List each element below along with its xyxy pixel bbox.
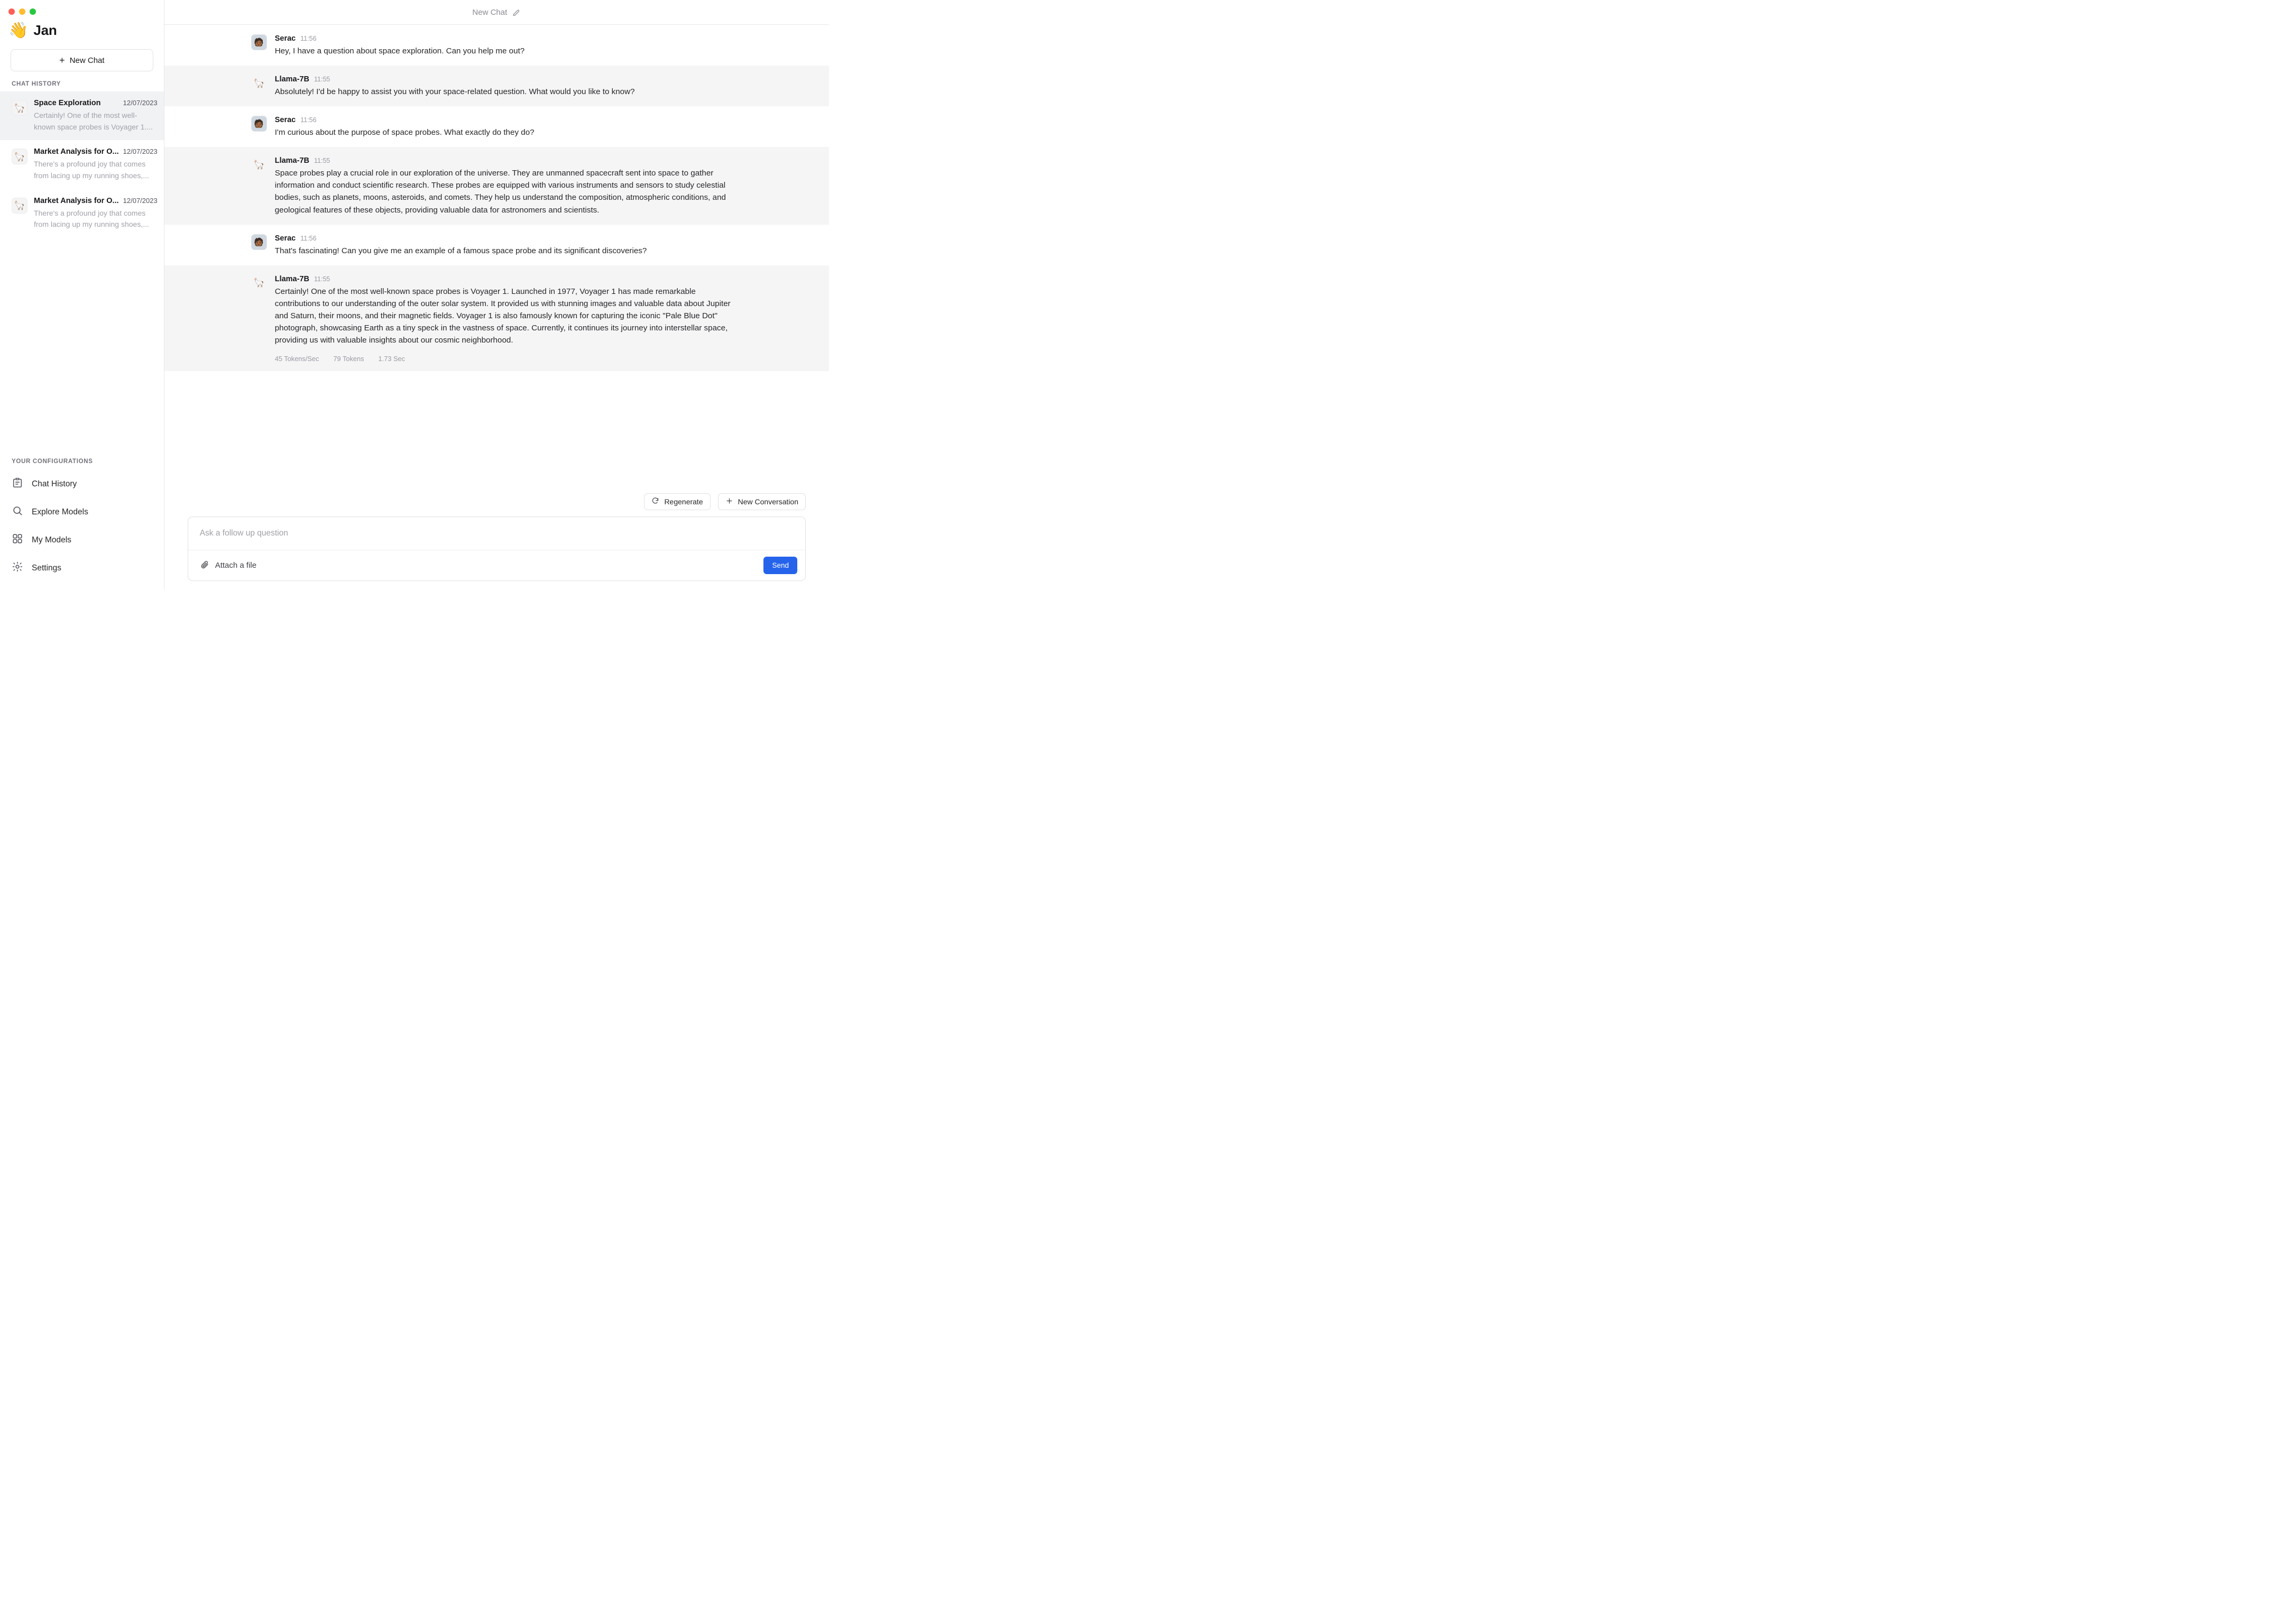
message-time: 11:56 <box>300 35 317 42</box>
pencil-icon[interactable] <box>512 8 521 17</box>
configurations-section <box>0 458 164 589</box>
regenerate-button[interactable] <box>644 493 710 510</box>
grid-icon <box>12 533 23 547</box>
plus-icon: + <box>59 55 65 66</box>
list-item-title: Space Exploration <box>34 99 101 107</box>
message-row <box>164 147 829 224</box>
sidebar-item-label: My Models <box>32 535 71 545</box>
list-item-date: 12/07/2023 <box>123 196 158 205</box>
chat-main <box>164 0 829 589</box>
message-author: Serac <box>274 234 296 243</box>
message-author: Llama-7B <box>274 75 309 84</box>
new-conversation-button[interactable] <box>718 493 806 510</box>
list-item-snippet: There's a profound joy that comes from lacing up my running shoes,... <box>34 208 149 229</box>
list-item-snippet: There's a profound joy that comes from lacing up my running shoes,... <box>34 160 149 180</box>
llama-avatar-icon: 🦙 <box>253 159 265 170</box>
refresh-icon <box>651 497 659 506</box>
new-conversation-label: New Conversation <box>738 497 798 506</box>
composer-area <box>164 493 829 589</box>
sidebar-item-chat-history[interactable] <box>0 470 164 498</box>
tokens-per-sec: 45 Tokens/Sec <box>274 355 319 363</box>
token-count: 79 Tokens <box>333 355 364 363</box>
sidebar-item-explore-models[interactable] <box>0 498 164 526</box>
chat-history-item-space-exploration[interactable] <box>0 91 164 140</box>
app-window <box>0 0 829 589</box>
waving-hand-icon: 👋 <box>8 21 29 39</box>
attach-file-label: Attach a file <box>215 561 257 570</box>
list-item-date: 12/07/2023 <box>123 147 158 156</box>
plus-icon <box>725 497 733 506</box>
close-window-button[interactable] <box>8 8 15 15</box>
sidebar-item-my-models[interactable] <box>0 526 164 554</box>
gear-icon <box>12 561 23 575</box>
message-text: Space probes play a crucial role in our exploration of the universe. They are unmanned spacecraft sent into space to gather information and conduct scientific research. These probes are equipped with various instruments and sensors to study celestial bodies, such as planets, moons, asteroids, and comets. They help us understand the composition, atmospheric conditions, and geological features of these objects, providing valuable data for astronomers and scientists. <box>274 169 726 215</box>
message-text: That's fascinating! Can you give me an example of a famous space probe and its significant discoveries? <box>274 246 647 255</box>
avatar: 🧑🏾 <box>251 116 267 132</box>
maximize-window-button[interactable] <box>30 8 36 15</box>
composer-action-row <box>188 493 806 510</box>
message-time: 11:56 <box>300 116 317 124</box>
new-chat-button-label: New Chat <box>69 56 105 65</box>
window-controls <box>0 0 164 16</box>
sidebar-item-label: Explore Models <box>32 507 88 516</box>
message-author: Serac <box>274 34 296 43</box>
message-text: I'm curious about the purpose of space probes. What exactly do they do? <box>274 128 535 137</box>
sidebar <box>0 0 164 589</box>
list-item-title: Market Analysis for O... <box>34 147 119 156</box>
configurations-heading: YOUR CONFIGURATIONS <box>12 458 93 465</box>
sidebar-item-settings[interactable] <box>0 554 164 582</box>
llama-avatar-icon: 🦙 <box>12 149 27 164</box>
elapsed-time: 1.73 Sec <box>378 355 406 363</box>
message-time: 11:55 <box>314 275 330 283</box>
chat-history-heading: CHAT HISTORY <box>12 81 61 87</box>
message-row <box>164 106 829 147</box>
list-item-date: 12/07/2023 <box>123 99 158 107</box>
list-item-snippet: Certainly! One of the most well-known space probes is Voyager 1.... <box>34 111 153 131</box>
list-item-title: Market Analysis for O... <box>34 196 119 205</box>
page-title: New Chat <box>472 7 508 17</box>
message-input[interactable] <box>188 517 805 550</box>
message-author: Serac <box>274 116 296 125</box>
message-stats <box>275 355 740 363</box>
search-icon <box>12 505 23 519</box>
message-time: 11:55 <box>314 157 330 165</box>
app-brand <box>0 16 164 46</box>
minimize-window-button[interactable] <box>19 8 25 15</box>
attach-file-button[interactable] <box>200 560 256 571</box>
message-text: Hey, I have a question about space exploration. Can you help me out? <box>274 47 525 56</box>
message-text: Certainly! One of the most well-known space probes is Voyager 1. Launched in 1977, Voyager 1 has made remarkable contributions to our understanding of the outer solar system. It provided us with stunning images and valuable data about Jupiter and Saturn, their moons, and their magnetic fields. Voyager 1 is also famously known for capturing the iconic "Pale Blue Dot" photograph, showcasing Earth as a tiny speck in the vastness of space. Currently, it continues its journey into interstellar space, providing us with valuable insights about our cosmic neighborhood. <box>274 287 731 345</box>
sidebar-item-label: Settings <box>32 563 62 573</box>
regenerate-label: Regenerate <box>664 497 703 506</box>
message-row <box>164 225 829 265</box>
avatar: 🧑🏾 <box>251 234 267 250</box>
message-row <box>164 66 829 106</box>
send-button[interactable]: Send <box>763 557 797 574</box>
new-chat-button[interactable] <box>11 49 153 71</box>
message-thread <box>164 25 829 493</box>
llama-avatar-icon: 🦙 <box>12 198 27 214</box>
chat-topbar <box>164 0 829 25</box>
message-time: 11:55 <box>314 76 330 84</box>
avatar: 🧑🏾 <box>251 34 267 50</box>
message-author: Llama-7B <box>274 274 309 283</box>
message-time: 11:56 <box>300 234 317 242</box>
sidebar-item-label: Chat History <box>32 479 77 488</box>
message-row <box>164 265 829 371</box>
app-title: Jan <box>33 22 57 38</box>
message-text: Absolutely! I'd be happy to assist you with your space-related question. What would you like to know? <box>274 87 635 97</box>
chat-history-item-market-analysis-1[interactable] <box>0 140 164 189</box>
message-author: Llama-7B <box>274 156 309 165</box>
message-row <box>164 25 829 66</box>
paperclip-icon <box>200 560 209 571</box>
llama-avatar-icon: 🦙 <box>253 278 265 288</box>
composer <box>188 516 806 581</box>
chat-history-item-market-analysis-2[interactable] <box>0 189 164 238</box>
llama-avatar-icon: 🦙 <box>12 100 27 116</box>
chat-history-list <box>0 91 164 238</box>
llama-avatar-icon: 🦙 <box>253 78 265 88</box>
composer-footer <box>188 550 805 580</box>
clipboard-icon <box>12 477 23 491</box>
